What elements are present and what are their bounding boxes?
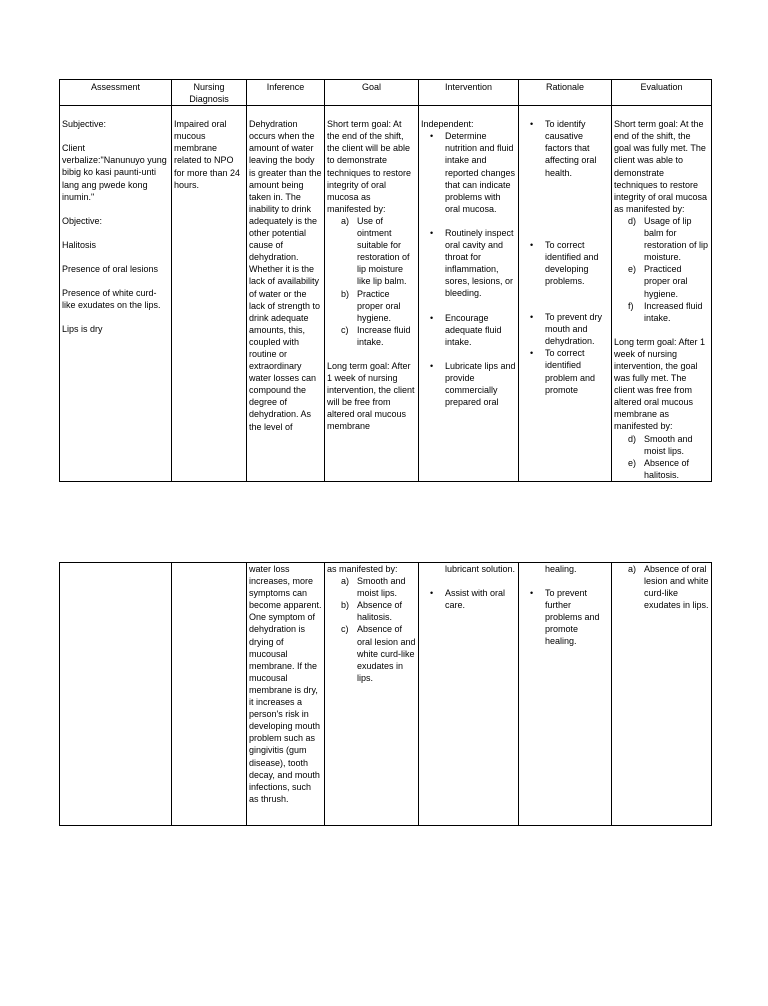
intervention-label: Independent: <box>421 119 474 130</box>
list-marker: d) <box>628 215 637 226</box>
header-evaluation: Evaluation <box>612 80 712 106</box>
evaluation-short-term: Short term goal: At the end of the shift, the goal was fully met. The client was able to demonstrate techniques to restore integrity of oral mucosa as manifested by: <box>614 119 708 214</box>
list-marker: f) <box>628 300 634 311</box>
spacer <box>445 300 516 312</box>
table-row <box>60 106 712 482</box>
list-item-text: Practiced proper oral hygiene. <box>644 264 688 299</box>
short-term-goal-list <box>327 215 416 348</box>
rationale-list <box>521 563 609 648</box>
care-plan-table-page-2 <box>59 562 712 826</box>
list-item-text: Absence of halitosis. <box>644 457 690 480</box>
list-item <box>341 215 416 288</box>
intervention-continuation: lubricant solution. <box>445 564 516 574</box>
header-rationale: Rationale <box>519 80 612 106</box>
diagnosis-cell <box>172 106 247 482</box>
table-row <box>60 563 712 826</box>
list-item <box>341 623 416 683</box>
evaluation-long-term: Long term goal: After 1 week of nursing intervention, the goal was fully met. The client was free from altered oral mucous membrane as manifested by: <box>614 336 706 432</box>
list-item-text: Increase fluid intake. <box>357 324 411 347</box>
inference-text: water loss increases, more symptoms can become apparent. One symptom of dehydration is drying of mucousal membrane. If the mucousal membrane is dry, it increases a person's risk in developing mouth problem such as gingivitis (gum disease), tooth decay, and mouth infections, such as thrush. <box>249 564 322 804</box>
client-quote: Client verbalize:"Nanunuyo yung bibig ko kasi paunti-unti lang ang pwede kong inumin." <box>62 143 167 202</box>
inference-cell <box>247 563 325 826</box>
list-item-text: Absence of halitosis. <box>357 600 403 623</box>
header-intervention: Intervention <box>419 80 519 106</box>
header-inference: Inference <box>247 80 325 106</box>
rationale-continuation: healing. <box>545 564 577 574</box>
list-item: • Assist with oral care. <box>445 587 516 611</box>
evaluation-cell <box>612 563 712 826</box>
objective-label: Objective: <box>62 215 103 226</box>
finding-white-exudates: Presence of white curd-like exudates on the lips. <box>62 288 161 311</box>
evaluation-long-list <box>614 433 709 481</box>
list-item: • Determine nutrition and fluid intake and reported changes that can indicate problems with oral mucosa. <box>445 130 516 215</box>
list-marker: b) <box>341 288 350 299</box>
list-item <box>628 263 709 299</box>
evaluation-short-list <box>614 215 709 324</box>
list-item-text: Increased fluid intake. <box>644 300 703 323</box>
long-term-goal: Long term goal: After 1 week of nursing intervention, the client will be free from altered oral mucous membrane <box>327 360 415 432</box>
list-item-text: Use of ointment suitable for restoration of lip moisture like lip balm. <box>357 215 410 287</box>
list-item <box>341 324 416 348</box>
intervention-list <box>421 563 516 611</box>
list-item: • To correct identified and developing problems. <box>545 239 609 287</box>
intervention-cell <box>419 106 519 482</box>
rationale-list <box>521 118 609 396</box>
list-item-text: Smooth and moist lips. <box>644 433 693 456</box>
rationale-cell <box>519 563 612 826</box>
list-marker: e) <box>628 264 637 275</box>
list-item <box>628 433 709 457</box>
spacer <box>445 575 516 587</box>
diagnosis-cell <box>172 563 247 826</box>
finding-dry-lips: Lips is dry <box>62 324 103 335</box>
finding-oral-lesions: Presence of oral lesions <box>62 263 159 274</box>
header-goal: Goal <box>325 80 419 106</box>
goal-cell <box>325 563 419 826</box>
list-marker: a) <box>341 215 350 226</box>
header-assessment: Assessment <box>60 80 172 106</box>
list-item: • Lubricate lips and provide commercially prepared oral <box>445 360 516 408</box>
intervention-cell <box>419 563 519 826</box>
assessment-cell <box>60 563 172 826</box>
list-item <box>341 599 416 623</box>
list-item <box>628 563 709 611</box>
inference-text: Dehydration occurs when the amount of water leaving the body is greater than the amount being taken in. The inability to drink adequately is the other potential cause of dehydration. Whether it is the lack of availability of water or the lack of strength to drink adequate amounts, this, coupled with routine or extraordinary water losses can compound the degree of dehydration. As the level of <box>249 119 322 432</box>
list-item-text: Absence of oral lesion and white curd-like exudates in lips. <box>644 564 709 611</box>
rationale-cell <box>519 106 612 482</box>
spacer <box>545 179 609 239</box>
inference-cell <box>247 106 325 482</box>
spacer <box>445 348 516 360</box>
list-item <box>341 288 416 324</box>
list-item: • Routinely inspect oral cavity and throat for inflammation, sores, lesions, or bleeding. <box>445 227 516 300</box>
intervention-list <box>421 130 516 408</box>
list-item <box>628 300 709 324</box>
list-item-text: Practice proper oral hygiene. <box>357 288 401 323</box>
list-item-text: Absence of oral lesion and white curd-like exudates in lips. <box>357 624 416 683</box>
nursing-diagnosis-text: Impaired oral mucous membrane related to NPO for more than 24 hours. <box>174 119 241 190</box>
list-marker: b) <box>341 600 350 611</box>
list-item: • To prevent further problems and promote healing. <box>545 587 609 647</box>
list-marker: d) <box>628 433 637 444</box>
spacer <box>545 575 609 587</box>
list-item: • To prevent dry mouth and dehydration. <box>545 311 609 347</box>
list-marker: e) <box>628 457 637 468</box>
goal-continuation: as manifested by: <box>327 564 398 574</box>
list-marker: a) <box>628 564 637 574</box>
header-row <box>60 80 712 106</box>
long-term-goal-list <box>327 575 416 684</box>
list-item <box>628 215 709 263</box>
list-marker: a) <box>341 576 350 587</box>
finding-halitosis: Halitosis <box>62 239 97 250</box>
goal-cell <box>325 106 419 482</box>
spacer <box>445 215 516 227</box>
list-item <box>341 575 416 599</box>
assessment-cell <box>60 106 172 482</box>
care-plan-table-page-1 <box>59 79 712 482</box>
list-item: • To identify causative factors that affecting oral health. <box>545 118 609 178</box>
spacer <box>545 287 609 311</box>
short-term-goal: Short term goal: At the end of the shift, the client will be able to demonstrate techniques to restore integrity of oral mucosa as manifested by: <box>327 119 412 214</box>
evaluation-cell <box>612 106 712 482</box>
list-item: • Encourage adequate fluid intake. <box>445 312 516 348</box>
list-marker: c) <box>341 324 349 335</box>
list-item-text: Smooth and moist lips. <box>357 576 406 599</box>
header-nursing-diagnosis: Nursing Diagnosis <box>172 80 247 106</box>
list-item <box>628 457 709 481</box>
list-item: • To correct identified problem and promote <box>545 347 609 395</box>
list-item-text: Usage of lip balm for restoration of lip moisture. <box>644 215 709 263</box>
list-marker: c) <box>341 624 349 635</box>
evaluation-long-list <box>614 563 709 611</box>
subjective-label: Subjective: <box>62 119 107 130</box>
